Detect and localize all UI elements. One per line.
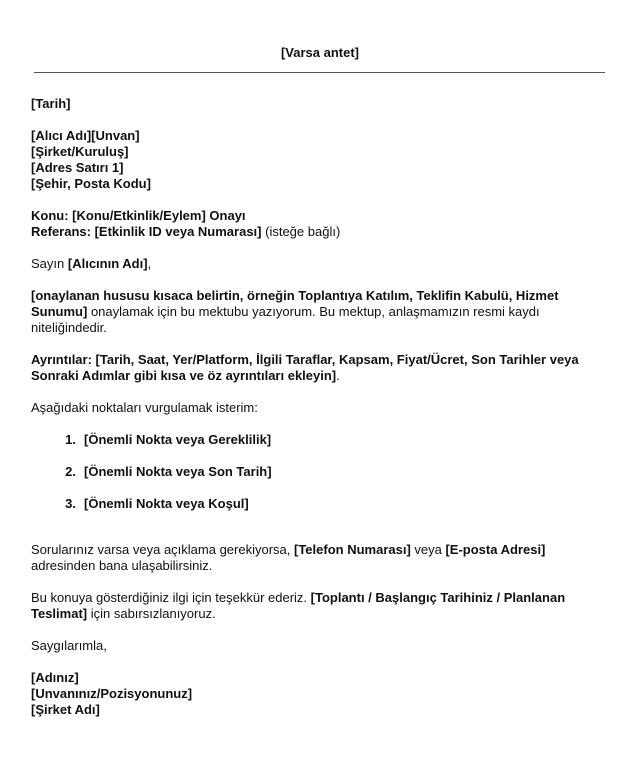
signature-block	[31, 670, 606, 718]
contact-text-2: veya	[410, 542, 446, 557]
recipient-company: [Şirket/Kuruluş]	[31, 144, 129, 159]
points-intro: Aşağıdaki noktaları vurgulamak isterim:	[31, 400, 258, 415]
contact-paragraph	[31, 542, 606, 574]
reference-line	[31, 224, 606, 240]
recipient-address-line: [Adres Satırı 1]	[31, 160, 124, 175]
subject-label: Konu:	[31, 208, 69, 223]
subject-block	[31, 208, 606, 240]
thanks-bold: [Toplantı / Başlangıç Tarihiniz / Planlanan Teslimat]	[31, 590, 566, 621]
signature-company: [Şirket Adı]	[31, 702, 100, 717]
recipient-city: [Şehir, Posta Kodu]	[31, 176, 151, 191]
subject-value: [Konu/Etkinlik/Eylem] Onayı	[72, 208, 246, 223]
intro-paragraph	[31, 288, 606, 336]
list-item-text: [Önemli Nokta veya Gereklilik]	[84, 432, 272, 447]
list-item	[31, 432, 606, 448]
recipient-name-title: [Alıcı Adı][Unvan]	[31, 128, 140, 143]
reference-label: Referans:	[31, 224, 91, 239]
salutation-name: [Alıcının Adı]	[67, 256, 148, 271]
contact-email: [E-posta Adresi]	[445, 542, 546, 557]
reference-note: (isteğe bağlı)	[265, 224, 341, 239]
signature-name: [Adınız]	[31, 670, 79, 685]
contact-text-3: adresinden bana ulaşabilirsiniz.	[31, 558, 213, 573]
thanks-paragraph	[31, 590, 606, 622]
date-block	[31, 96, 606, 112]
letter-body	[31, 96, 606, 734]
signature-title: [Unvanınız/Pozisyonunuz]	[31, 686, 193, 701]
list-item-text: [Önemli Nokta veya Koşul]	[84, 496, 249, 511]
list-item-number: 1.	[65, 432, 76, 447]
contact-text-1: Sorularınız varsa veya açıklama gerekiyorsa,	[31, 542, 294, 557]
salutation	[31, 256, 606, 272]
salutation-suffix: ,	[147, 256, 152, 271]
details-bold: Ayrıntılar: [Tarih, Saat, Yer/Platform, İlgili Taraflar, Kapsam, Fiyat/Ücret, Son Tarihler veya Sonraki Adımlar gibi kısa ve öz ayrıntıları ekleyin]	[31, 352, 579, 383]
date: [Tarih]	[31, 96, 71, 111]
closing: Saygılarımla,	[31, 638, 107, 653]
list-item-number: 3.	[65, 496, 76, 511]
recipient-address	[31, 128, 606, 192]
details-end: .	[336, 368, 340, 383]
details-paragraph	[31, 352, 606, 384]
key-points-list	[31, 432, 606, 512]
salutation-prefix: Sayın	[31, 256, 65, 271]
reference-value: [Etkinlik ID veya Numarası]	[94, 224, 262, 239]
intro-bold: [onaylanan hususu kısaca belirtin, örneğin Toplantıya Katılım, Teklifin Kabulü, Hizmet Sunumu]	[31, 288, 559, 319]
thanks-text-1: Bu konuya gösterdiğiniz ilgi için teşekkür ederiz.	[31, 590, 311, 605]
list-item	[31, 464, 606, 480]
letterhead: [Varsa antet]	[280, 45, 360, 60]
list-item-number: 2.	[65, 464, 76, 479]
subject-line	[31, 208, 606, 224]
header-divider	[34, 72, 605, 73]
list-item-text: [Önemli Nokta veya Son Tarih]	[84, 464, 272, 479]
contact-phone: [Telefon Numarası]	[294, 542, 411, 557]
list-item	[31, 496, 606, 512]
intro-text: onaylamak için bu mektubu yazıyorum. Bu mektup, anlaşmamızın resmi kaydı niteliğindedir.	[31, 304, 540, 335]
thanks-text-2: için sabırsızlanıyoruz.	[87, 606, 216, 621]
